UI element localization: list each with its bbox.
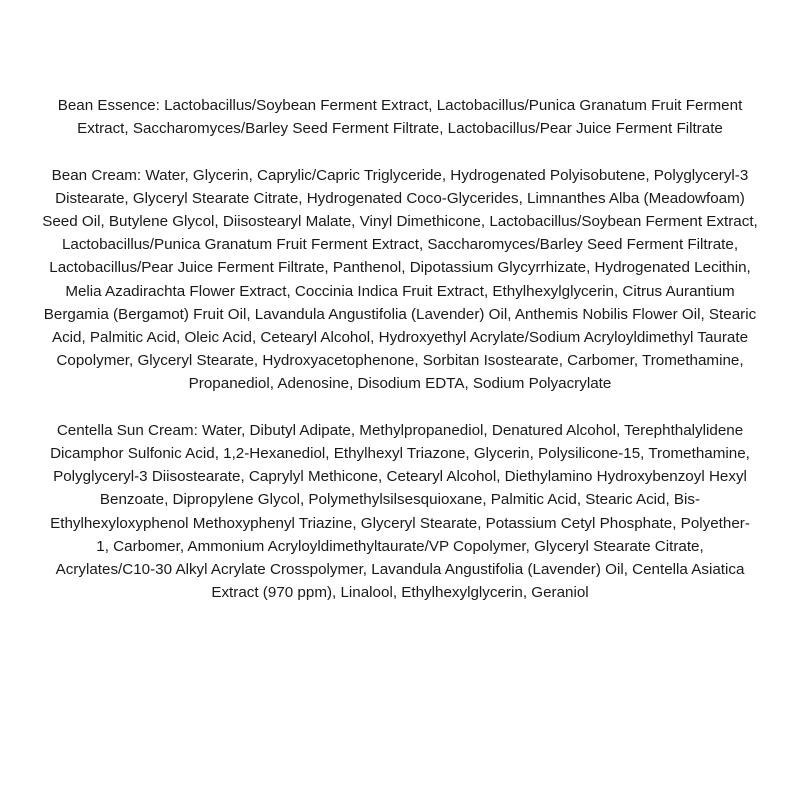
bean-essence-ingredients: Bean Essence: Lactobacillus/Soybean Ferment Extract, Lactobacillus/Punica Granatum Fruit Ferment Extract, Saccharomyces/Barley Seed Ferment Filtrate, Lactobacillus/Pear Juice Ferment Filtrate — [57, 97, 743, 138]
bean-cream-ingredients: Bean Cream: Water, Glycerin, Caprylic/Capric Triglyceride, Hydrogenated Polyisobutene, Polyglyceryl-3 Distearate, Glyceryl Stearate Citrate, Hydrogenated Coco-Glycerides, Limnanthes Alba (Meadowfoam) Seed Oil, Butylene Glycol, Diisostearyl Malate, Vinyl Dimethicone, Lactobacillus/Soybean Ferment Extract, Lactobacillus/Punica Granatum Fruit Ferment Extract, Saccharomyces/Barley Seed Ferment Filtrate, Lactobacillus/Pear Juice Ferment Filtrate, Panthenol, Dipotassium Glycyrrhizate, Hydrogenated Lecithin, Melia Azadirachta Flower Extract, Coccinia Indica Fruit Extract, Ethylhexylglycerin, Citrus Aurantium Bergamia (Bergamot) Fruit Oil, Lavandula Angustifolia (Lavender) Oil, Anthemis Nobilis Flower Oil, Stearic Acid, Palmitic Acid, Oleic Acid, Cetearyl Alcohol, Hydroxyethyl Acrylate/Sodium Acryloyldimethyl Taurate Copolymer, Glyceryl Stearate, Hydroxyacetophenone, Sorbitan Isostearate, Carbomer, Tromethamine, Propanediol, Adenosine, Disodium EDTA, Sodium Polyacrylate — [42, 166, 758, 393]
centella-sun-cream-ingredients: Centella Sun Cream: Water, Dibutyl Adipate, Methylpropanediol, Denatured Alcohol, Terephthalylidene Dicamphor Sulfonic Acid, 1,2-Hexanediol, Ethylhexyl Triazone, Glycerin, Polysilicone-15, Tromethamine, Polyglyceryl-3 Diisostearate, Caprylyl Methicone, Cetearyl Alcohol, Diethylamino Hydroxybenzoyl Hexyl Benzoate, Dipropylene Glycol, Polymethylsilsesquioxane, Palmitic Acid, Stearic Acid, Bis-Ethylhexyloxyphenol Methoxyphenyl Triazine, Glyceryl Stearate, Potassium Cetyl Phosphate, Polyether-1, Carbomer, Ammonium Acryloyldimethyltaurate/VP Copolymer, Glyceryl Stearate Citrate, Acrylates/C10-30 Alkyl Acrylate Crosspolymer, Lavandula Angustifolia (Lavender) Oil, Centella Asiatica Extract (970 ppm), Linalool, Ethylhexylglycerin, Geraniol — [50, 421, 750, 602]
